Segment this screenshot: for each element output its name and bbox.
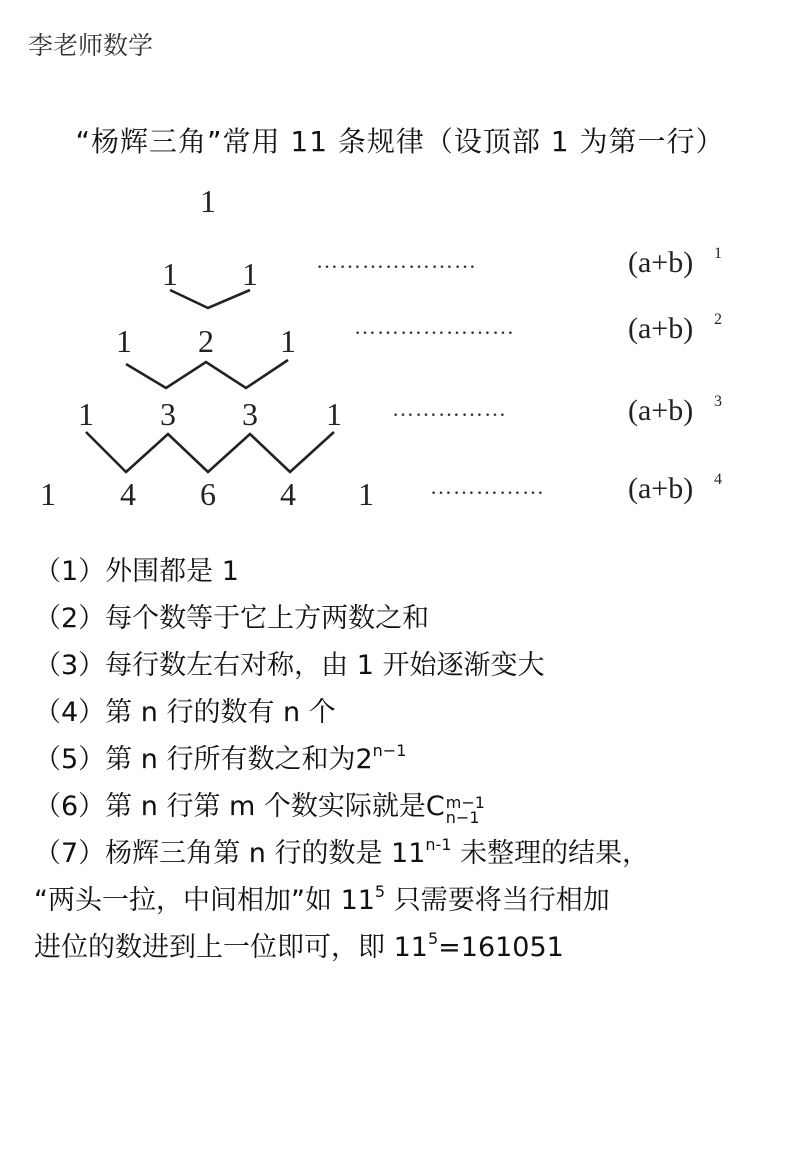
annotation-dots-4: ……………	[430, 474, 545, 499]
rule-5-base: 2	[355, 744, 373, 775]
rule-7-line2-exponent: 5	[374, 882, 386, 901]
combination-symbol: C	[425, 791, 445, 822]
rule-7-line2-base: 11	[340, 885, 375, 916]
triangle-row2-num2: 1	[242, 256, 258, 292]
triangle-row4-num4: 1	[326, 396, 342, 432]
triangle-row2-num1: 1	[162, 256, 178, 292]
rule-7-exponent: n-1	[425, 835, 452, 854]
row3-connector	[126, 360, 288, 388]
rule-1: （1）外围都是 1	[34, 556, 239, 587]
rule-7-line2-text-a: “两头一拉，中间相加”如	[34, 885, 341, 916]
rule-6-text: （6）第 n 行第 m 个数实际就是	[34, 791, 426, 822]
annotation-exp-3: 3	[714, 393, 722, 410]
annotation-exp-4: 4	[714, 471, 722, 488]
rule-7-line3-exponent: 5	[427, 929, 439, 948]
author-label: 李老师数学	[28, 31, 154, 60]
combination-formula	[426, 783, 485, 830]
triangle-row5-num1: 1	[40, 476, 56, 512]
rule-5-exponent: n−1	[372, 741, 407, 760]
triangle-row3-num3: 1	[280, 323, 296, 359]
annotation-exp-1: 1	[714, 245, 722, 262]
triangle-row1-num1: 1	[200, 183, 216, 219]
triangle-row5-num3: 6	[200, 476, 216, 512]
annotation-expr-2: (a+b)	[628, 312, 694, 345]
rule-7-text-a: （7）杨辉三角第 n 行的数是	[34, 838, 392, 869]
annotation-expr-4: (a+b)	[628, 472, 694, 505]
triangle-row4-num2: 3	[160, 396, 176, 432]
rule-4: （4）第 n 行的数有 n 个	[34, 697, 336, 728]
rule-7-line3-text-a: 进位的数进到上一位即可，即	[34, 932, 394, 963]
annotation-expr-3: (a+b)	[628, 394, 694, 427]
annotation-dots-2: …………………	[354, 314, 515, 339]
annotation-dots-3: ……………	[392, 396, 507, 421]
annotation-exp-2: 2	[714, 311, 722, 328]
triangle-row5-num2: 4	[120, 476, 136, 512]
triangle-row5-num5: 1	[358, 476, 374, 512]
rule-7-text-b: 未整理的结果，	[451, 838, 650, 869]
rule-3: （3）每行数左右对称，由 1 开始逐渐变大	[34, 650, 545, 681]
triangle-row3-num2: 2	[198, 323, 214, 359]
rule-7-line3-text-b: =161051	[438, 932, 564, 963]
triangle-row3-num1: 1	[116, 323, 132, 359]
rule-7-line-2	[34, 877, 784, 924]
combination-subscript: n−1	[445, 808, 480, 827]
triangle-row4-num1: 1	[78, 396, 94, 432]
rule-6	[34, 783, 784, 830]
annotation-expr-1: (a+b)	[628, 246, 694, 279]
rule-7-line2-text-b: 只需要将当行相加	[385, 885, 610, 916]
row4-connector	[86, 432, 334, 472]
rules-list	[34, 548, 784, 971]
annotation-dots-1: …………………	[316, 248, 477, 273]
rule-5	[34, 736, 784, 783]
rule-2: （2）每个数等于它上方两数之和	[34, 603, 430, 634]
rule-5-text: （5）第 n 行所有数之和为	[34, 744, 356, 775]
rule-7-line3-base: 11	[393, 932, 428, 963]
rule-7-line-3	[34, 924, 784, 971]
rule-7-base: 11	[391, 838, 426, 869]
triangle-row4-num3: 3	[242, 396, 258, 432]
triangle-row5-num4: 4	[280, 476, 296, 512]
page-title: “杨辉三角”常用 11 条规律（设顶部 1 为第一行）	[75, 125, 725, 158]
rule-7	[34, 830, 784, 877]
row2-connector	[170, 290, 250, 308]
pascal-triangle-diagram	[0, 170, 800, 530]
combination-superscript: m−1	[445, 793, 485, 812]
